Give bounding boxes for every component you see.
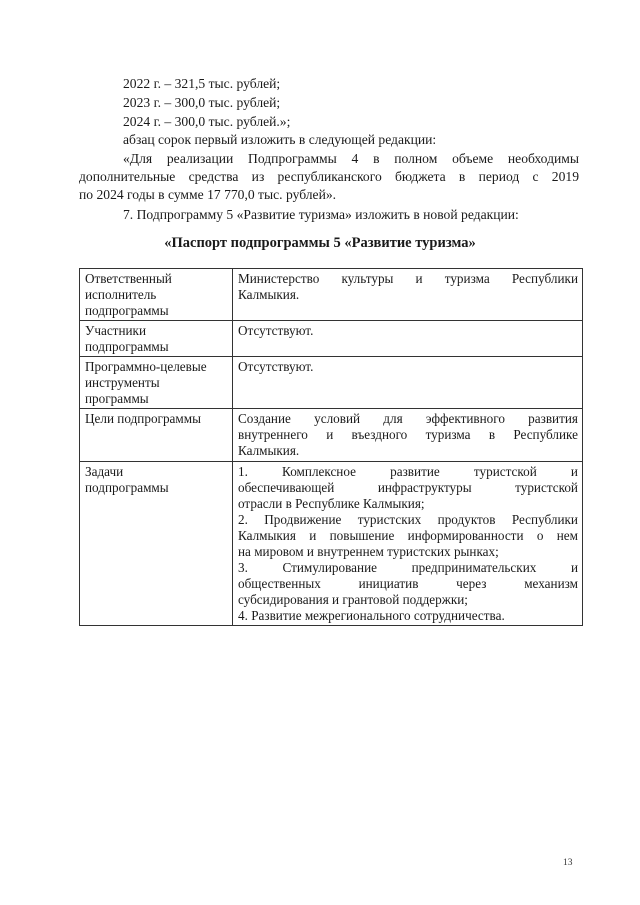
row-value-cell xyxy=(233,357,583,409)
value-line: Создание условий для эффективного развития xyxy=(238,411,578,426)
label-line: подпрограммы xyxy=(85,303,169,318)
label-line: программы xyxy=(85,391,149,406)
page-number: 13 xyxy=(563,858,573,868)
value-line: отрасли в Республике Калмыкия; xyxy=(238,496,425,511)
passport-table xyxy=(79,268,583,626)
passport-title: «Паспорт подпрограммы 5 «Развитие туризма» xyxy=(164,235,476,251)
value-line: Министерство культуры и туризма Республики xyxy=(238,271,578,286)
value-line: субсидирования и грантовой поддержки; xyxy=(238,592,468,607)
value-line: 4. Развитие межрегионального сотрудничества. xyxy=(238,608,505,623)
table-row xyxy=(80,409,583,462)
intro-line-1: 2022 г. – 321,5 тыс. рублей; xyxy=(123,76,281,91)
table-row xyxy=(80,321,583,357)
value-line: на мировом и внутреннем туристских рынках; xyxy=(238,544,499,559)
value-line: Калмыкия. xyxy=(238,443,300,458)
row-label-cell xyxy=(80,321,233,357)
label-line: Ответственный xyxy=(85,271,172,286)
row-label-cell xyxy=(80,269,233,321)
label-line: Программно-целевые xyxy=(85,359,207,374)
value-line: Калмыкия и повышение информированности о нем xyxy=(238,528,578,543)
table-row xyxy=(80,462,583,626)
row-label-cell xyxy=(80,462,233,626)
row-value-cell xyxy=(233,269,583,321)
table-row xyxy=(80,357,583,409)
intro-line-2: 2023 г. – 300,0 тыс. рублей; xyxy=(123,95,281,110)
label-line: исполнитель xyxy=(85,287,157,302)
row-value-cell xyxy=(233,409,583,462)
row-label-cell xyxy=(80,409,233,462)
value-line: обеспечивающей инфраструктуры туристской xyxy=(238,480,578,495)
intro-line-8: 7. Подпрограмму 5 «Развитие туризма» изложить в новой редакции: xyxy=(123,207,519,222)
intro-line-6: дополнительные средства из республиканского бюджета в период с 2019 xyxy=(79,169,579,184)
label-line: подпрограммы xyxy=(85,339,169,354)
intro-line-4: абзац сорок первый изложить в следующей редакции: xyxy=(123,132,437,147)
intro-line-5: «Для реализации Подпрограммы 4 в полном объеме необходимы xyxy=(123,151,579,166)
value-line: внутреннего и въездного туризма в Республике xyxy=(238,427,578,442)
label-line: Цели подпрограммы xyxy=(85,411,201,426)
label-line: подпрограммы xyxy=(85,480,169,495)
value-line: 1. Комплексное развитие туристской и xyxy=(238,464,578,479)
value-line: 2. Продвижение туристских продуктов Республики xyxy=(238,512,578,527)
row-value-cell xyxy=(233,462,583,626)
row-label-cell xyxy=(80,357,233,409)
label-line: Задачи xyxy=(85,464,124,479)
table-row xyxy=(80,269,583,321)
intro-line-3: 2024 г. – 300,0 тыс. рублей.»; xyxy=(123,114,291,129)
value-line: 3. Стимулирование предпринимательских и xyxy=(238,560,578,575)
label-line: инструменты xyxy=(85,375,160,390)
value-line: Отсутствуют. xyxy=(238,323,314,338)
value-line: Калмыкия. xyxy=(238,287,300,302)
intro-line-7: по 2024 годы в сумме 17 770,0 тыс. рублей». xyxy=(79,187,337,202)
label-line: Участники xyxy=(85,323,147,338)
value-line: Отсутствуют. xyxy=(238,359,314,374)
value-line: общественных инициатив через механизм xyxy=(238,576,578,591)
row-value-cell xyxy=(233,321,583,357)
